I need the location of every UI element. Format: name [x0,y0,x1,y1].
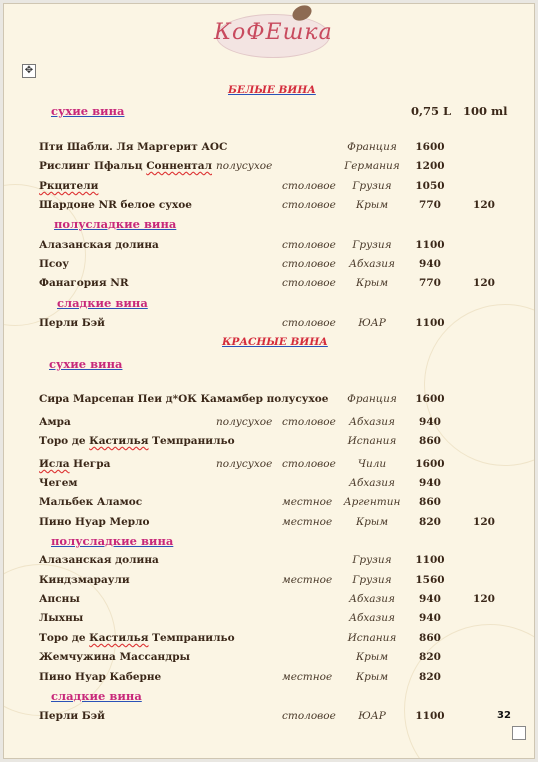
price-bottle: 1200 [415,160,445,172]
price-glass: 120 [473,593,495,605]
wine-row [4,572,535,588]
wine-row [4,669,535,685]
wine-sweetness: полусухое [216,416,273,428]
subsection-dry-red: сухие вина [49,357,123,371]
wine-name: Псоу [39,258,70,270]
wine-name: Киндзмараули [39,574,130,586]
wine-row [4,178,535,194]
wine-country: Абхазия [349,416,395,428]
wine-country: Грузия [352,554,392,566]
price-bottle: 940 [419,416,441,428]
wine-name: Пино Нуар Мерло [39,516,150,528]
wine-row [4,275,535,291]
price-bottle: 1100 [415,710,445,722]
price-bottle: 1100 [415,239,445,251]
wine-row [4,630,535,646]
wine-name: Алазанская долина [39,239,159,251]
volume-bottle-header: 0,75 L [411,104,452,118]
price-bottle: 1100 [415,554,445,566]
wine-country: Крым [355,199,389,211]
price-bottle: 940 [419,258,441,270]
wine-name: Перли Бэй [39,317,105,329]
wine-name: Жемчужина Массандры [39,651,191,663]
price-bottle: 1100 [415,317,445,329]
wine-type: местное [282,671,333,683]
wine-type: столовое [282,710,336,722]
wine-name: Перли Бэй [39,710,105,722]
price-bottle: 770 [419,277,441,289]
wine-country: Германия [344,160,400,172]
price-bottle: 1600 [415,458,445,470]
subsection-sweet-red: сладкие вина [51,689,142,703]
wine-country: Грузия [352,574,392,586]
price-glass: 120 [473,277,495,289]
subsection-sweet-white: сладкие вина [57,296,148,310]
logo-text: КоФЕшка [214,20,333,45]
wine-type: местное [282,516,333,528]
wine-name: Пти Шабли. Ля Маргерит АОС [39,141,228,153]
page-number: 32 [497,710,511,721]
cafe-logo [214,8,334,60]
wine-type: столовое [282,180,336,192]
wine-country: Франция [347,141,397,153]
price-bottle: 820 [419,651,441,663]
wine-row [4,391,535,407]
wine-type: столовое [282,239,336,251]
wine-name: Сира Марсепан Пеи д*ОК Камамбер полусухое [39,393,329,405]
wine-type: столовое [282,277,336,289]
price-bottle: 860 [419,632,441,644]
wine-country: Крым [355,651,389,663]
menu-page [3,3,535,759]
wine-row [4,158,535,174]
price-bottle: 940 [419,612,441,624]
price-bottle: 820 [419,516,441,528]
wine-sweetness: полусухое [216,458,273,470]
wine-row [4,414,535,430]
wine-country: Грузия [352,180,392,192]
wine-name: Торо де Кастилья Темпранильо [39,632,235,644]
wine-name: Торо де Кастилья Темпранильо [39,435,235,447]
wine-country: ЮАР [358,317,386,329]
wine-row [4,315,535,331]
wine-sweetness: полусухое [216,160,273,172]
wine-row [4,237,535,253]
wine-country: Крым [355,277,389,289]
section-title-white: БЕЛЫЕ ВИНА [228,84,316,96]
volume-glass-header: 100 ml [463,104,508,118]
price-bottle: 770 [419,199,441,211]
price-bottle: 1600 [415,393,445,405]
wine-country: Крым [355,516,389,528]
wine-type: столовое [282,258,336,270]
price-bottle: 1600 [415,141,445,153]
wine-name: Мальбек Аламос [39,496,143,508]
wine-row [4,494,535,510]
wine-type: столовое [282,199,336,211]
price-bottle: 820 [419,671,441,683]
wine-country: Грузия [352,239,392,251]
price-bottle: 860 [419,435,441,447]
wine-row [4,139,535,155]
move-handle-icon[interactable]: ✥ [22,64,36,78]
price-bottle: 940 [419,593,441,605]
wine-row [4,514,535,530]
wine-name: Чегем [39,477,78,489]
subsection-dry-white: сухие вина [51,104,125,118]
wine-country: Чили [357,458,387,470]
wine-row [4,475,535,491]
wine-country: Абхазия [349,477,395,489]
wine-name: Фанагория NR [39,277,129,289]
wine-country: Абхазия [349,593,395,605]
wine-name: Шардоне NR белое сухое [39,199,192,211]
wine-country: Абхазия [349,612,395,624]
wine-name: Алазанская долина [39,554,159,566]
wine-row [4,552,535,568]
price-bottle: 940 [419,477,441,489]
wine-row [4,456,535,472]
wine-row [4,649,535,665]
wine-country: Аргентин [343,496,401,508]
price-bottle: 1560 [415,574,445,586]
wine-type: столовое [282,416,336,428]
wine-row [4,591,535,607]
price-glass: 120 [473,516,495,528]
wine-name: Амра [39,416,71,428]
wine-country: Крым [355,671,389,683]
price-bottle: 860 [419,496,441,508]
wine-country: Франция [347,393,397,405]
price-glass: 120 [473,199,495,211]
wine-country: ЮАР [358,710,386,722]
wine-country: Испания [347,632,397,644]
wine-type: местное [282,496,333,508]
wine-name: Апсны [39,593,80,605]
wine-country: Испания [347,435,397,447]
wine-type: столовое [282,317,336,329]
subsection-semisweet-white: полусладкие вина [54,217,177,231]
wine-row [4,610,535,626]
wine-name: Исла Негра [39,458,111,470]
wine-name: Рислинг Пфальц Соннентал [39,160,212,172]
wine-row [4,256,535,272]
section-title-red: КРАСНЫЕ ВИНА [222,336,328,348]
wine-row [4,197,535,213]
resize-handle-icon[interactable] [512,726,526,740]
wine-name: Пино Нуар Каберне [39,671,162,683]
wine-row [4,433,535,449]
wine-row [4,708,535,724]
wine-country: Абхазия [349,258,395,270]
price-bottle: 1050 [415,180,445,192]
wine-name: Лыхны [39,612,84,624]
subsection-semisweet-red: полусладкие вина [51,534,174,548]
wine-type: местное [282,574,333,586]
wine-type: столовое [282,458,336,470]
wine-name: Ркцители [39,180,99,192]
